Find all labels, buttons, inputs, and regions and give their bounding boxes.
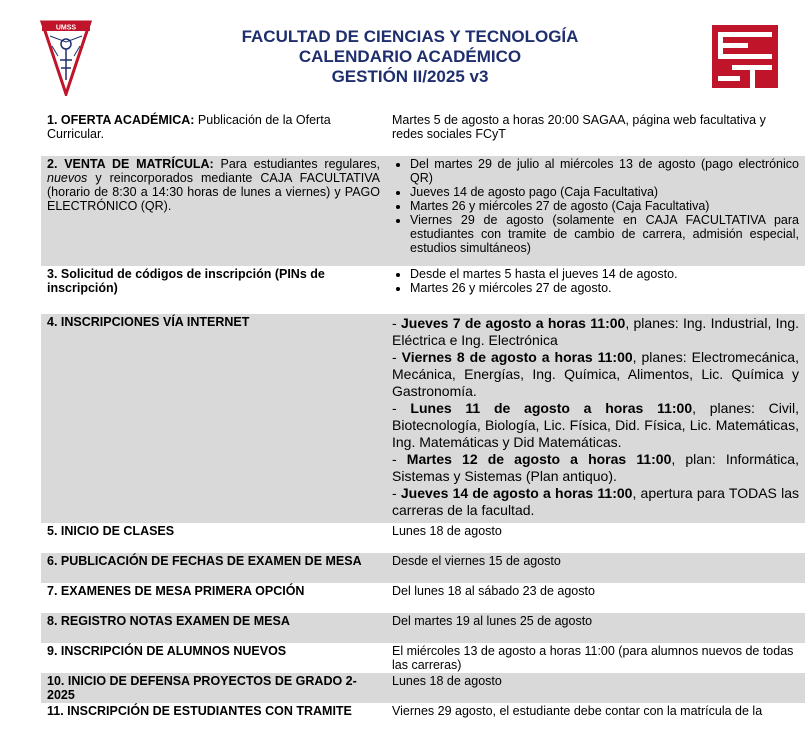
row-label: 8. REGISTRO NOTAS EXAMEN DE MESA: [41, 613, 386, 643]
table-row: [41, 112, 805, 156]
bullet-list: [392, 157, 799, 255]
document-header: [0, 0, 809, 110]
list-item: - Lunes 11 de agosto a horas 11:00, planes: Civil, Biotecnología, Biología, Lic. Física, Did. Física, Lic. Matemáticas, Ing. Matemáticas y Did Matemáticas.: [392, 400, 799, 450]
row-label: 10. INICIO DE DEFENSA PROYECTOS DE GRADO 2-2025: [41, 673, 386, 703]
row-label: 5. INICIO DE CLASES: [47, 524, 175, 538]
list-item: • Desde el martes 5 hasta el jueves 14 de agosto.: [410, 267, 799, 281]
row-detail: Del lunes 18 al sábado 23 de agosto: [392, 584, 595, 598]
row-detail: Viernes 29 agosto, el estudiante debe contar con la matrícula de la: [392, 704, 763, 718]
row-label: 9. INSCRIPCIÓN DE ALUMNOS NUEVOS: [47, 644, 287, 658]
document-title: [160, 27, 660, 87]
title-term: GESTIÓN II/2025 v3: [331, 67, 489, 86]
row-label: 1. OFERTA ACADÉMICA: Publicación de la Oferta Curricular.: [47, 113, 331, 141]
row-detail: Martes 5 de agosto a horas 20:00 SAGAA, página web facultativa y redes sociales FCyT: [392, 113, 766, 141]
row-label: 11. INSCRIPCIÓN DE ESTUDIANTES CON TRAMITE: [47, 704, 352, 718]
table-row: [41, 673, 805, 703]
table-row: [41, 553, 805, 583]
table-row: [41, 156, 805, 266]
list-item: • Martes 26 y miércoles 27 de agosto.: [410, 281, 799, 295]
row-label: 3. Solicitud de códigos de inscripción (PINs de inscripción): [47, 267, 325, 295]
umss-seal-logo: [40, 20, 92, 96]
list-item: - Viernes 8 de agosto a horas 11:00, planes: Electromecánica, Mecánica, Energías, Ing. Química, Alimentos, Lic. Química y Gastronomía.: [392, 349, 799, 399]
row-label: 7. EXAMENES DE MESA PRIMERA OPCIÓN: [47, 584, 305, 598]
row-detail: [386, 314, 805, 523]
title-faculty: FACULTAD DE CIENCIAS Y TECNOLOGÍA: [241, 27, 579, 46]
row-detail: Desde el viernes 15 de agosto: [386, 553, 805, 583]
row-label: 4. INSCRIPCIONES VÍA INTERNET: [41, 314, 386, 523]
title-calendar: CALENDARIO ACADÉMICO: [298, 47, 522, 66]
table-row: [41, 643, 805, 673]
list-item: - Jueves 7 de agosto a horas 11:00, planes: Ing. Industrial, Ing. Eléctrica e Ing. Electrónica: [392, 315, 799, 348]
list-item: - Martes 12 de agosto a horas 11:00, plan: Informática, Sistemas y Sistemas (Plan antiquo).: [392, 451, 799, 484]
bullet-list: [392, 267, 799, 295]
row-label: 6. PUBLICACIÓN DE FECHAS DE EXAMEN DE MESA: [41, 553, 386, 583]
calendar-table: [41, 112, 805, 733]
list-item: • Martes 26 y miércoles 27 de agosto (Caja Facultativa): [410, 199, 799, 213]
table-row: [41, 613, 805, 643]
list-item: • Jueves 14 de agosto pago (Caja Facultativa): [410, 185, 799, 199]
enrollment-schedule: [392, 315, 799, 519]
row-detail: Lunes 18 de agosto: [386, 673, 805, 703]
row-label: 2. VENTA DE MATRÍCULA: Para estudiantes regulares, nuevos y reincorporados mediante CAJA FACULTATIVA (horario de 8:30 a 14:30 horas de lunes a viernes) y PAGO ELECTRÓNICO (QR).: [41, 156, 386, 266]
row-detail: [386, 266, 805, 314]
row-detail: Del martes 19 al lunes 25 de agosto: [386, 613, 805, 643]
table-row: [41, 266, 805, 314]
table-row: [41, 583, 805, 613]
seal-text: UMSS: [55, 24, 77, 32]
list-item: • Del martes 29 de julio al miércoles 13 de agosto (pago electrónico QR): [410, 157, 799, 185]
table-row: [41, 703, 805, 733]
list-item: • Viernes 29 de agosto (solamente en CAJA FACULTATIVA para estudiantes con tramite de cambio de carrera, admisión especial, estudios simultáneos): [410, 213, 799, 255]
row-detail: El miércoles 13 de agosto a horas 11:00 (para alumnos nuevos de todas las carreras): [392, 644, 794, 672]
table-row: [41, 314, 805, 523]
row-detail: Lunes 18 de agosto: [392, 524, 502, 538]
list-item: - Jueves 14 de agosto a horas 11:00, apertura para TODAS las carreras de la facultad.: [392, 485, 799, 518]
table-row: [41, 523, 805, 553]
row-detail: [386, 156, 805, 266]
fcyt-logo: [712, 25, 778, 88]
